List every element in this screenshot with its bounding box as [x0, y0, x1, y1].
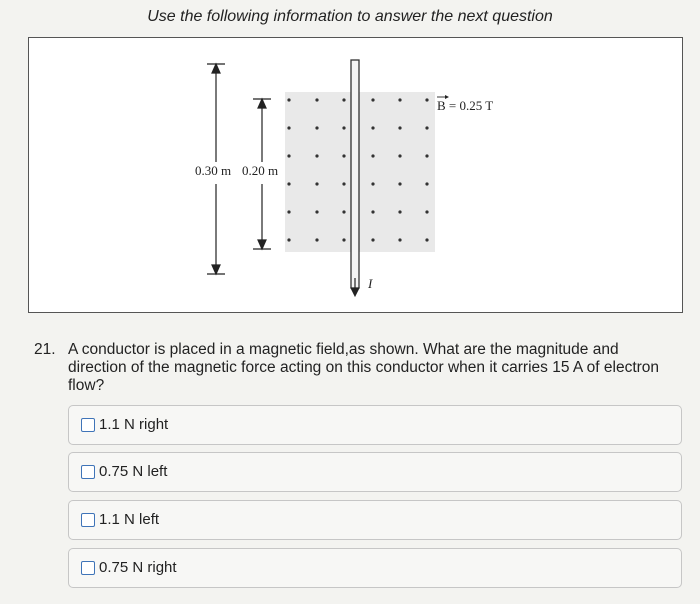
field-dot [371, 182, 374, 185]
option-1-checkbox[interactable] [81, 418, 95, 432]
field-dot [425, 126, 428, 129]
conductor-wire [351, 60, 359, 288]
field-strength-label: B = 0.25 T [437, 98, 494, 113]
field-dot [342, 210, 345, 213]
field-dot [342, 238, 345, 241]
field-dot [342, 98, 345, 101]
option-2[interactable] [68, 452, 682, 492]
field-dot [425, 210, 428, 213]
question-number: 21. [34, 341, 56, 358]
option-1-label: 1.1 N right [99, 416, 169, 433]
field-dot [287, 126, 290, 129]
field-region [285, 92, 435, 252]
option-4-checkbox[interactable] [81, 561, 95, 575]
field-dot [342, 126, 345, 129]
field-dot [371, 210, 374, 213]
field-dot [398, 154, 401, 157]
field-dot [315, 98, 318, 101]
field-dot [315, 238, 318, 241]
option-2-checkbox[interactable] [81, 465, 95, 479]
figure-panel [28, 37, 683, 313]
option-3-checkbox[interactable] [81, 513, 95, 527]
field-dot [398, 182, 401, 185]
field-dot [398, 126, 401, 129]
field-dot [287, 210, 290, 213]
magnetic-field-diagram [29, 38, 684, 314]
field-dot [287, 238, 290, 241]
option-3[interactable] [68, 500, 682, 540]
field-dot [287, 182, 290, 185]
field-dot [315, 182, 318, 185]
option-2-label: 0.75 N left [99, 463, 168, 480]
field-dot [425, 98, 428, 101]
field-dot [398, 238, 401, 241]
field-dot [371, 126, 374, 129]
field-dot [342, 182, 345, 185]
outer-length-label: 0.30 m [195, 163, 232, 178]
instruction-text: Use the following information to answer the next question [147, 8, 553, 25]
option-1[interactable] [68, 405, 682, 445]
field-dot [315, 126, 318, 129]
field-dot [425, 238, 428, 241]
question-text: A conductor is placed in a magnetic field,as shown. What are the magnitude and direction of the magnetic force acting on this conductor when it carries 15 A of electron flow? [68, 341, 660, 394]
option-4[interactable] [68, 548, 682, 588]
field-dot [371, 154, 374, 157]
field-dot [371, 238, 374, 241]
field-dot [371, 98, 374, 101]
field-dot [425, 154, 428, 157]
field-dot [287, 154, 290, 157]
field-dot [315, 210, 318, 213]
field-dot [315, 154, 318, 157]
field-dot [287, 98, 290, 101]
current-label: I [368, 276, 373, 291]
inner-length-label: 0.20 m [242, 163, 279, 178]
option-3-label: 1.1 N left [99, 511, 160, 528]
field-dot [398, 210, 401, 213]
field-dot [425, 182, 428, 185]
field-dot [342, 154, 345, 157]
option-4-label: 0.75 N right [99, 559, 177, 576]
field-dot [398, 98, 401, 101]
